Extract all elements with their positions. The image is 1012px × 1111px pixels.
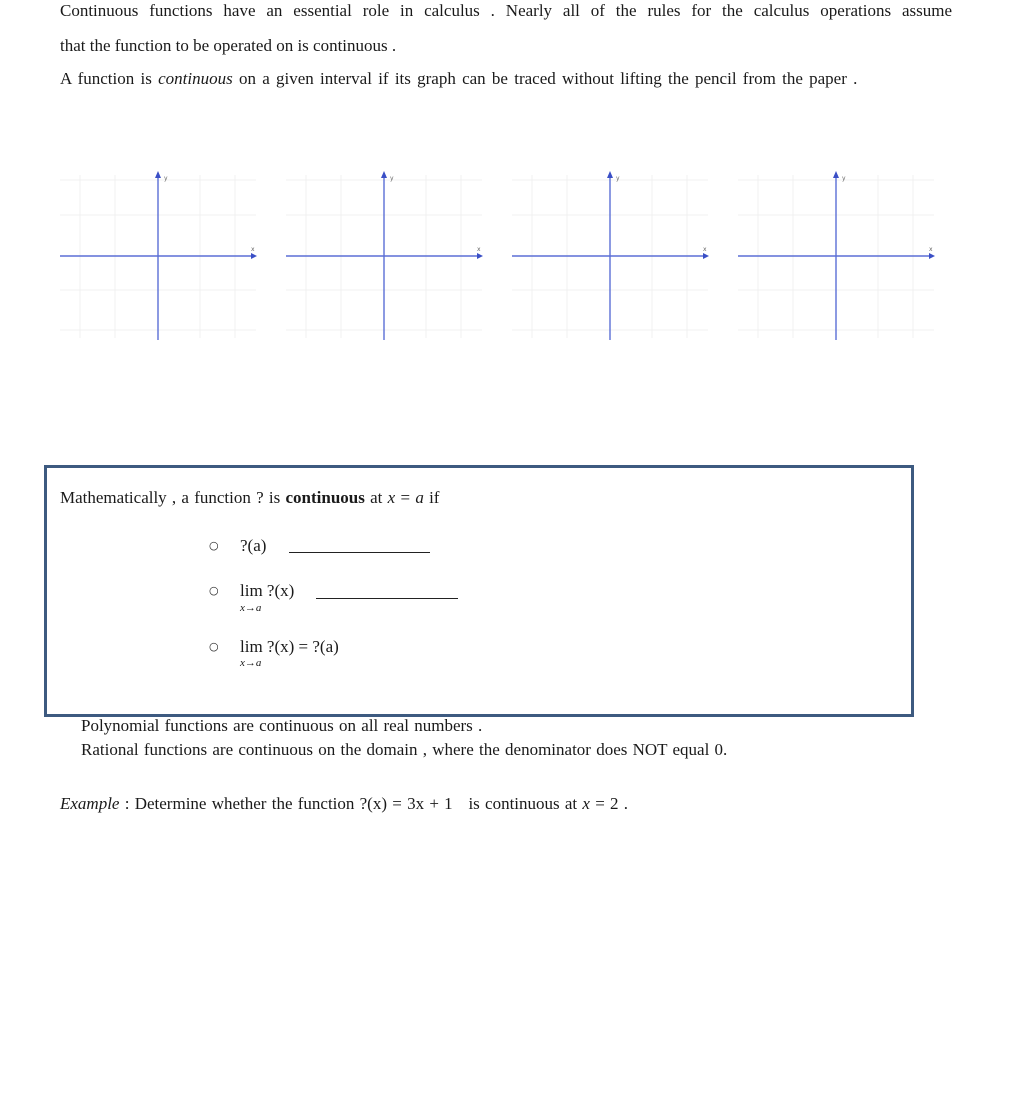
axis-graph-3-svg	[512, 170, 710, 342]
continuous-term: continuous	[158, 69, 233, 88]
intro-line-1: Continuous functions have an essential role in calculus . Nearly all of the rules for the calculus operations assume	[60, 1, 952, 20]
axis-graph-2	[286, 170, 484, 342]
example-function: ?(x) = 3x + 1	[359, 794, 453, 813]
intro-line-3-post: on a given interval if its graph can be traced without lifting the pencil from the paper .	[232, 69, 858, 88]
definition-lead-pre: Mathematically , a function ? is	[60, 488, 286, 507]
axis-graph-1	[60, 170, 258, 342]
definition-lead-at: at	[364, 488, 388, 507]
example-colon: :	[119, 794, 135, 813]
condition-1-blank	[289, 552, 430, 553]
example-label: Example	[60, 794, 120, 813]
rational-note: Rational functions are continuous on the domain , where the denominator does NOT equal 0.	[81, 740, 728, 759]
x-axis-label: x	[251, 246, 255, 253]
axis-graph-4	[738, 170, 936, 342]
x-axis-arrow-icon	[251, 253, 257, 259]
definition-eq: =	[395, 488, 416, 507]
x-axis-arrow-icon	[703, 253, 709, 259]
x-axis-arrow-icon	[929, 253, 935, 259]
condition-2-blank	[316, 598, 458, 599]
condition-1: ?(a)	[240, 536, 267, 555]
example-line	[60, 793, 628, 815]
y-axis-label: y	[842, 175, 846, 182]
condition-2: lim ?(x)	[240, 581, 295, 600]
bullet-icon: ○	[209, 584, 219, 597]
example-text-pre: Determine whether the function	[134, 794, 360, 813]
y-axis-arrow-icon	[155, 171, 161, 178]
definition-if: if	[423, 488, 440, 507]
definition-var-x: x	[387, 488, 396, 507]
condition-3: lim ?(x) = ?(a)	[240, 637, 339, 656]
intro-line-2: that the function to be operated on is continuous .	[60, 36, 397, 55]
example-var-x: x	[582, 794, 590, 813]
condition-3-subscript: x→a	[240, 657, 262, 669]
axis-graph-3	[512, 170, 710, 342]
bullet-icon: ○	[209, 640, 219, 653]
definition-var-a: a	[415, 488, 424, 507]
intro-line-3	[60, 68, 857, 90]
y-axis-arrow-icon	[607, 171, 613, 178]
definition-lead	[60, 487, 439, 509]
polynomial-note: Polynomial functions are continuous on all real numbers .	[81, 716, 483, 735]
y-axis-label: y	[390, 175, 394, 182]
example-text-mid: is continuous at	[452, 794, 583, 813]
condition-2-subscript: x→a	[240, 602, 262, 614]
x-axis-label: x	[703, 246, 707, 253]
axis-graph-4-svg	[738, 170, 936, 342]
y-axis-label: y	[164, 175, 168, 182]
example-at-value: = 2 .	[589, 794, 629, 813]
bullet-icon: ○	[209, 539, 219, 552]
y-axis-label: y	[616, 175, 620, 182]
intro-line-3-pre: A function is	[60, 69, 159, 88]
x-axis-label: x	[929, 246, 933, 253]
continuous-bold: continuous	[285, 488, 365, 507]
axis-graph-1-svg	[60, 170, 258, 342]
x-axis-label: x	[477, 246, 481, 253]
axis-graph-2-svg	[286, 170, 484, 342]
y-axis-arrow-icon	[833, 171, 839, 178]
x-axis-arrow-icon	[477, 253, 483, 259]
y-axis-arrow-icon	[381, 171, 387, 178]
